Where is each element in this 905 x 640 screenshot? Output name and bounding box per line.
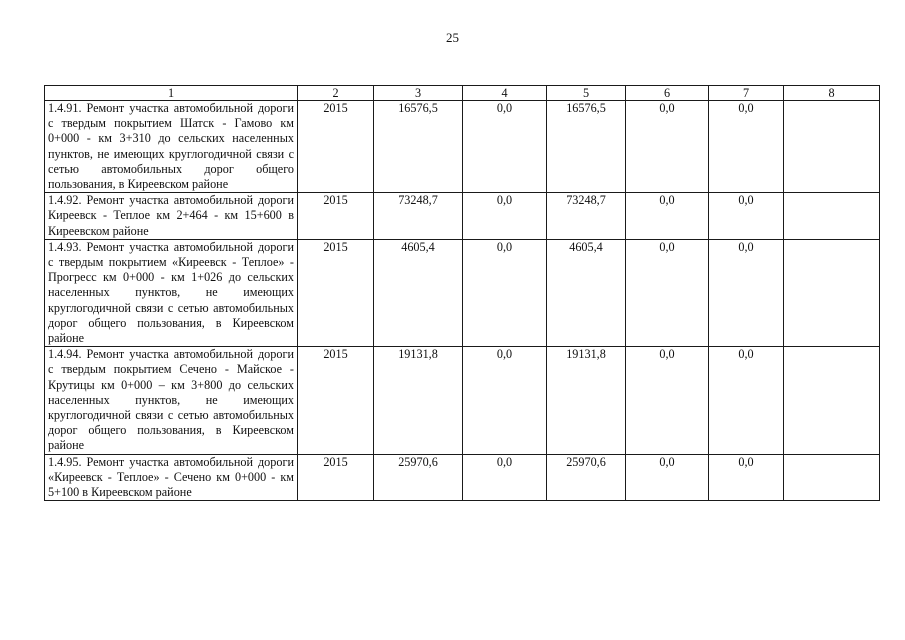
row-col5: 25970,6 (547, 454, 626, 501)
table-row (45, 193, 880, 240)
row-col7: 0,0 (709, 101, 784, 193)
row-year: 2015 (298, 193, 374, 240)
row-year: 2015 (298, 347, 374, 454)
row-col8 (784, 239, 880, 346)
row-year: 2015 (298, 239, 374, 346)
budget-table (44, 85, 880, 501)
column-header: 1 (45, 86, 298, 101)
row-col7: 0,0 (709, 454, 784, 501)
row-col8 (784, 193, 880, 240)
row-col6: 0,0 (626, 454, 709, 501)
column-header: 3 (374, 86, 463, 101)
row-col5: 4605,4 (547, 239, 626, 346)
table-row (45, 101, 880, 193)
row-col6: 0,0 (626, 101, 709, 193)
row-description: 1.4.94. Ремонт участка автомобильной дороги с твердым покрытием Сечено - Майское - Крутицы км 0+000 – км 3+800 до сельских населенных пунктов, не имеющих круглогодичной связи с сетью автомобильных дорог общего пользования, в Киреевском районе (45, 347, 298, 454)
row-col4: 0,0 (463, 193, 547, 240)
row-year: 2015 (298, 454, 374, 501)
row-col8 (784, 347, 880, 454)
column-header: 5 (547, 86, 626, 101)
row-col7: 0,0 (709, 239, 784, 346)
column-header: 8 (784, 86, 880, 101)
row-total: 4605,4 (374, 239, 463, 346)
row-year: 2015 (298, 101, 374, 193)
row-total: 25970,6 (374, 454, 463, 501)
table-row (45, 347, 880, 454)
row-col4: 0,0 (463, 239, 547, 346)
row-description: 1.4.95. Ремонт участка автомобильной дороги «Киреевск - Теплое» - Сечено км 0+000 - км 5+100 в Киреевском районе (45, 454, 298, 501)
row-col5: 73248,7 (547, 193, 626, 240)
column-header: 2 (298, 86, 374, 101)
row-col4: 0,0 (463, 347, 547, 454)
row-total: 73248,7 (374, 193, 463, 240)
row-col8 (784, 454, 880, 501)
row-description: 1.4.92. Ремонт участка автомобильной дороги Киреевск - Теплое км 2+464 - км 15+600 в Киреевском районе (45, 193, 298, 240)
row-description: 1.4.93. Ремонт участка автомобильной дороги с твердым покрытием «Киреевск - Теплое» - Прогресс км 0+000 - км 1+026 до сельских населенных пунктов, не имеющих круглогодичной связи с сетью автомобильных дорог общего пользования, в Киреевском районе (45, 239, 298, 346)
column-header: 7 (709, 86, 784, 101)
row-col5: 19131,8 (547, 347, 626, 454)
row-col8 (784, 101, 880, 193)
table-row (45, 454, 880, 501)
row-col7: 0,0 (709, 193, 784, 240)
row-col6: 0,0 (626, 193, 709, 240)
row-col5: 16576,5 (547, 101, 626, 193)
row-col4: 0,0 (463, 101, 547, 193)
table-row (45, 239, 880, 346)
column-header: 6 (626, 86, 709, 101)
row-total: 19131,8 (374, 347, 463, 454)
row-col6: 0,0 (626, 347, 709, 454)
page-number: 25 (446, 30, 459, 45)
row-description: 1.4.91. Ремонт участка автомобильной дороги с твердым покрытием Шатск - Гамово км 0+000 - км 3+310 до сельских населенных пунктов, не имеющих круглогодичной связи с сетью автомобильных дорог общего пользования, в Киреевском районе (45, 101, 298, 193)
row-total: 16576,5 (374, 101, 463, 193)
row-col7: 0,0 (709, 347, 784, 454)
column-header: 4 (463, 86, 547, 101)
header-row (45, 86, 880, 101)
row-col6: 0,0 (626, 239, 709, 346)
row-col4: 0,0 (463, 454, 547, 501)
